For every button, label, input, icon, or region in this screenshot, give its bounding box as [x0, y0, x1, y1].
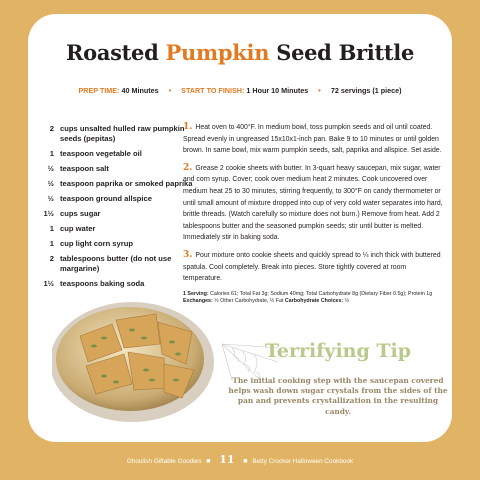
ingredient-qty: ½: [47, 179, 54, 188]
footer-separator: ■: [206, 458, 211, 465]
ingredient-qty: 1: [49, 239, 54, 248]
ingredient-item: [34, 164, 199, 174]
ingredient-qty: 1½: [43, 209, 54, 218]
direction-step: [183, 250, 443, 285]
nutrition-exchanges-text: ½ Other Carbohydrate, ½ Fat: [214, 298, 284, 305]
nutrition-exchanges-label: Exchanges:: [183, 298, 213, 305]
ingredient-item: [34, 124, 199, 144]
tip-title: Terrifying Tip: [264, 340, 412, 362]
ingredient-qty: 1: [49, 149, 54, 158]
recipe-meta: [28, 86, 452, 95]
ingredient-item: [34, 254, 199, 274]
ingredient-item: [34, 209, 199, 219]
footer-book-title: Betty Crocker Halloween Cookbook: [252, 458, 354, 465]
title-accent: Pumpkin: [165, 40, 270, 65]
finish-time-label: START TO FINISH:: [181, 86, 245, 95]
direction-step: [183, 122, 443, 157]
nutrition-choices-label: Carbohydrate Choices:: [284, 298, 344, 305]
ingredient-text: teaspoon paprika or smoked paprika: [60, 179, 193, 188]
ingredient-qty: 2: [49, 254, 54, 263]
step-text: Heat oven to 400°F. In medium bowl, toss pumpkin seeds and oil until coated. Spread evenly in ungreased 15x10x1-inch pan. Bake 9 to 10 minutes or until golden brown. In same bowl, mix warm pumpkin seeds, salt, paprika and allspice. Set aside.: [183, 124, 442, 155]
ingredient-text: teaspoon ground allspice: [60, 194, 152, 203]
ingredient-qty: 1½: [43, 279, 54, 288]
ingredient-text: cups sugar: [60, 209, 101, 218]
ingredient-qty: ½: [47, 194, 54, 203]
ingredient-list: [34, 124, 199, 294]
tip-text: The initial cooking step with the saucepan covered helps wash down sugar crystals from the sides of the pan and prevents crystallization in the resulting candy.: [228, 376, 448, 416]
step-text: Grease 2 cookie sheets with butter. In 3-quart heavy saucepan, mix sugar, water and corn syrup. Cover; cook over medium heat 2 minutes. Cook uncovered over medium heat 25 to 30 minutes, stirring frequently, to 300°F on candy thermometer or until small amount of mixture dropped into cup of very cold water separates into hard, brittle threads. (Watch carefully so mixture does not burn.) Remove from heat. Add 2 tablespoons butter and the seasoned pumpkin seeds; stir until butter is melted. Immediately stir in baking soda.: [183, 164, 443, 242]
meta-separator: •: [318, 86, 321, 95]
nutrition-info: [183, 291, 443, 306]
ingredient-text: cup water: [60, 224, 96, 233]
nutrition-serving-label: 1 Serving:: [183, 290, 209, 297]
ingredient-item: [34, 194, 199, 204]
meta-separator: •: [168, 86, 172, 95]
ingredient-item: [34, 224, 199, 234]
recipe-card: [28, 14, 452, 442]
ingredient-qty: ½: [47, 164, 54, 173]
ingredient-text: cups unsalted hulled raw pumpkin seeds (pepitas): [60, 124, 185, 143]
prep-time-value: 40 Minutes: [121, 86, 159, 95]
title-post: Seed Brittle: [269, 40, 415, 65]
servings-value: 72 servings (1 piece): [330, 86, 402, 95]
ingredient-text: teaspoon vegetable oil: [60, 149, 142, 158]
brittle-photo: [52, 284, 222, 424]
prep-time-label: PREP TIME:: [78, 86, 120, 95]
step-number: 3.: [183, 249, 193, 260]
step-text: Pour mixture onto cookie sheets and quickly spread to ¼ inch thick with buttered spatula. Cool completely. Break into pieces. Store tightly covered at room temperature.: [183, 251, 441, 283]
title-pre: Roasted: [65, 40, 166, 65]
page-footer: [0, 453, 480, 466]
step-number: 2.: [183, 162, 193, 173]
ingredient-text: teaspoons baking soda: [60, 279, 145, 288]
step-number: 1.: [183, 122, 193, 132]
page-title: [28, 40, 452, 65]
direction-step: [183, 163, 443, 244]
ingredient-text: tablespoons butter (do not use margarine): [60, 254, 172, 273]
ingredient-item: [34, 239, 199, 249]
ingredient-text: cup light corn syrup: [60, 239, 133, 248]
footer-section: Ghoulish Giftable Goodies: [126, 458, 202, 465]
finish-time-value: 1 Hour 10 Minutes: [246, 86, 309, 95]
nutrition-serving-text: Calories 61; Total Fat 3g; Sodium 40mg; Total Carbohydrate 8g (Dietary Fiber 0.5g); Protein 1g: [210, 290, 433, 297]
ingredient-item: [34, 179, 199, 189]
ingredient-item: [34, 149, 199, 159]
directions: [183, 122, 443, 306]
page-number: 11: [219, 453, 235, 466]
ingredient-qty: 1: [49, 224, 54, 233]
footer-separator: ■: [243, 458, 248, 465]
ingredient-qty: 2: [49, 124, 54, 133]
ingredient-text: teaspoon salt: [60, 164, 109, 173]
nutrition-choices-text: ½: [344, 298, 350, 305]
